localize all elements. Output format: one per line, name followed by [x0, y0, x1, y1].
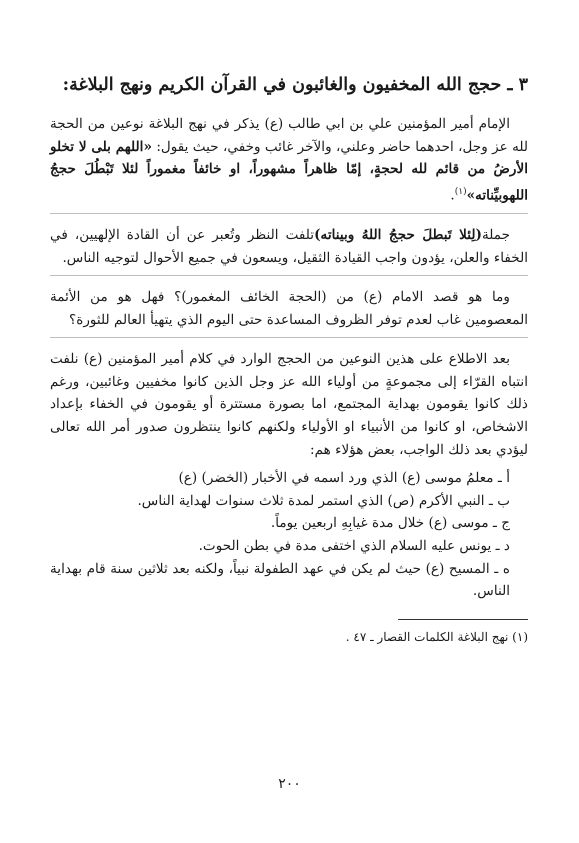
list-item: أ ـ معلمُ موسى (ع) الذي ورد اسمه في الأخبار (الخضر) (ع)	[178, 470, 510, 487]
footnote-separator	[398, 619, 528, 620]
list-item: ه ـ المسيح (ع) حيث لم يكن في عهد الطفولة نبياً، ولكنه بعد ثلاثين سنة قام بهداية الناس.	[50, 560, 510, 600]
examples-list	[50, 467, 528, 603]
paragraph-3: وما هو قصد الامام (ع) من (الحجة الخائف المغمور)؟ فهل هو من الأئمة المعصومين غاب لعدم توفر الظروف المساعدة حتى اليوم الذي يتهيأ العالم للثورة؟	[50, 289, 528, 328]
list-item: ب ـ النبي الأكرم (ص) الذي استمر لمدة ثلاث سنوات لهداية الناس.	[137, 492, 510, 509]
paragraph-1-quote: «اللهم بلى لا تخلو الأرضُ من قائم لله لحجةٍ، إمّا ظاهراً مشهوراً، او خائفاً مغموراً لئلا تَبْطُلَ حججُ اللهوبيِّناته»	[50, 138, 528, 204]
list-item: د ـ يونس عليه السلام الذي اختفى مدة في بطن الحوت.	[198, 538, 510, 555]
footnote-ref: (١)	[454, 186, 467, 197]
footnote: (١) نهج البلاغة الكلمات القصار ـ ٤٧ .	[345, 629, 528, 644]
section-heading: ٣ ـ حجج الله المخفيون والغائبون في القرآن الكريم ونهج البلاغة:	[62, 75, 528, 95]
page-number: ٢٠٠	[278, 776, 301, 792]
paragraph-1-intro: الإمام أمير المؤمنين علي بن ابي طالب (ع) يذكر في نهج البلاغة نوعين من الحجة لله عز وجل، احدهما حاضر وعلني، والآخر غائب وخفي، حيث يقول:	[50, 116, 529, 155]
paragraph-2-bold: (لِئلا تَبطلَ حججُ اللهُ وبيناته)	[314, 226, 482, 243]
paragraph-divider	[50, 337, 528, 338]
page-body	[50, 70, 528, 646]
paragraph-divider	[50, 213, 528, 214]
paragraph-4: بعد الاطلاع على هذين النوعين من الحجج الوارد في كلام أمير المؤمنين (ع) نلفت انتباه القرّاء إلى مجموعةٍ من أولياء الله عز وجل الذين كانوا مخفيين وغائبين، ورغم ذلك كانوا يقومون بهداية المجتمع، اما بصورة مستترة أو يقومون في الخفاء بإعداد الاشخاص، او كانوا من الأنبياء او الأولياء ولكنهم كانوا ينتظرون صدور أمر الله تعالى ليؤدي بعد ذلك الواجب، بعض هؤلاء هم:	[50, 351, 528, 458]
paragraph-2-start: جملة	[481, 226, 510, 243]
paragraph-1-end: .	[450, 187, 455, 204]
list-item: ج ـ موسى (ع) خلال مدة غيابِهِ اربعين يوماً.	[270, 515, 510, 532]
paragraph-2-rest: تلفت النظر وتُعبر عن أن القادة الإلهيين، في الخفاء والعلن، يؤدون واجب القيادة الثقيل، ويسعون في جميع الأحوال لتوجيه الناس.	[50, 226, 528, 266]
paragraph-divider	[50, 275, 528, 276]
paragraph-1	[50, 113, 528, 207]
paragraph-2	[50, 224, 528, 269]
